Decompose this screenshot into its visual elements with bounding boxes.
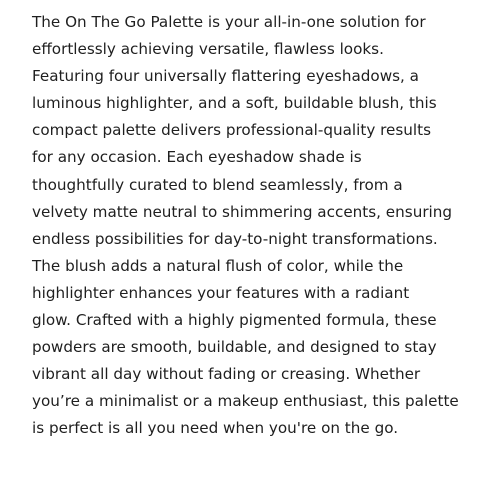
description-line: powders are smooth, buildable, and designed to stay [32, 338, 437, 357]
description-line: The blush adds a natural flush of color, while the [32, 256, 404, 275]
description-line: Featuring four universally flattering eyeshadows, a [32, 67, 419, 86]
description-line: glow. Crafted with a highly pigmented formula, these [32, 311, 437, 330]
description-line: effortlessly achieving versatile, flawless looks. [32, 40, 384, 59]
description-line: you’re a minimalist or a makeup enthusiast, this palette [32, 392, 459, 411]
description-line: thoughtfully curated to blend seamlessly, from a [32, 175, 403, 194]
description-line: vibrant all day without fading or creasing. Whether [32, 365, 421, 384]
description-line: highlighter enhances your features with a radiant [32, 283, 410, 302]
description-line: endless possibilities for day-to-night transformations. [32, 229, 438, 248]
description-line: compact palette delivers professional-quality results [32, 121, 432, 140]
description-line: velvety matte neutral to shimmering accents, ensuring [32, 202, 453, 221]
description-line: The On The Go Palette is your all-in-one solution for [32, 13, 426, 31]
description-line: luminous highlighter, and a soft, buildable blush, this [32, 94, 437, 113]
description-line: is perfect is all you need when you're on the go. [32, 419, 399, 438]
description-line: for any occasion. Each eyeshadow shade is [32, 148, 362, 167]
